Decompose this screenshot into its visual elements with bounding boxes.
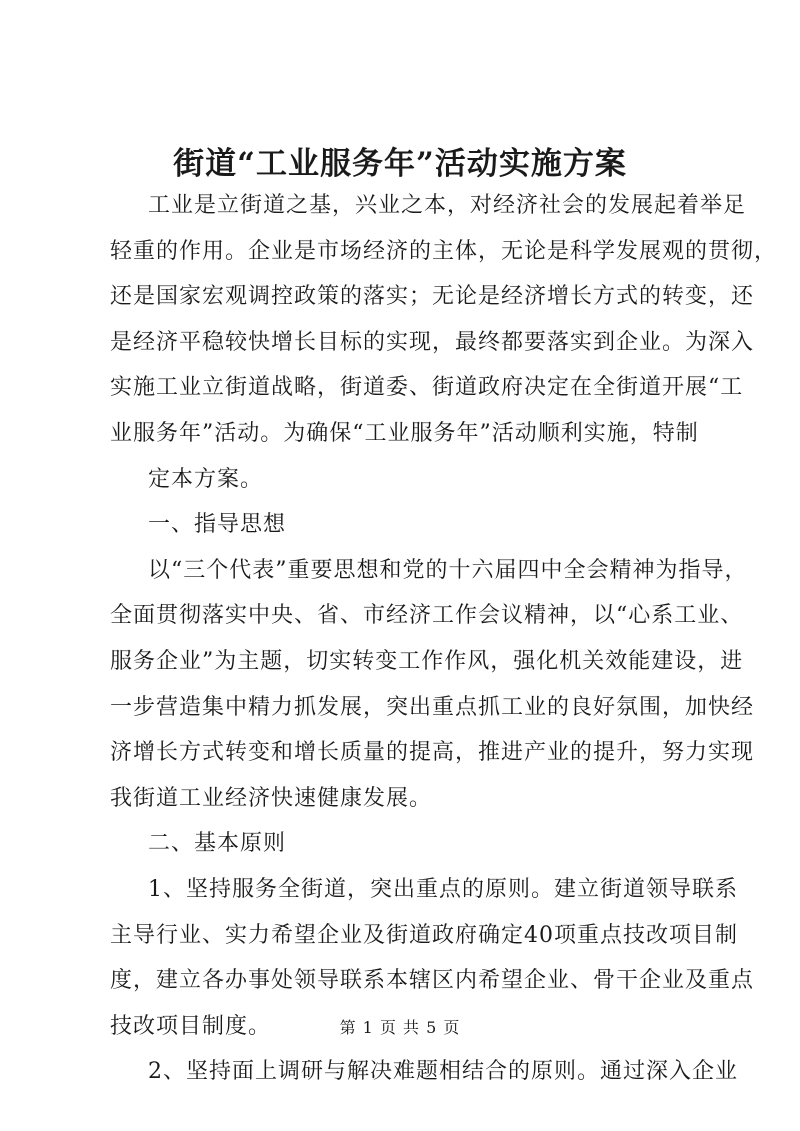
paragraph-line: 我街道工业经济快速健康发展。 (110, 785, 433, 811)
paragraph-line: 技改项目制度。 (110, 1013, 272, 1039)
document-title: 街道“工业服务年”活动实施方案 (173, 146, 627, 182)
paragraph-line: 是经济平稳较快增长目标的实现，最终都要落实到企业。为深入 (110, 329, 755, 355)
paragraph-line: 业服务年”活动。为确保“工业服务年”活动顺利实施，特制 (110, 420, 699, 446)
paragraph-line: 以“三个代表”重要思想和党的十六届四中全会精神为指导， (148, 557, 748, 583)
paragraph-line: 轻重的作用。企业是市场经济的主体，无论是科学发展观的贯彻， (110, 238, 778, 264)
paragraph-line: 工业是立街道之基，兴业之本，对经济社会的发展起着举足 (148, 193, 747, 218)
paragraph-line: 2、坚持面上调研与解决难题相结合的原则。通过深入企业 (148, 1059, 738, 1085)
paragraph-line: 度，建立各办事处领导联系本辖区内希望企业、骨干企业及重点 (110, 968, 755, 994)
page-number: 第 1 页 共 5 页 (339, 1018, 461, 1037)
paragraph-line: 济增长方式转变和增长质量的提高，推进产业的提升，努力实现 (110, 740, 755, 766)
section-heading: 二、基本原则 (148, 831, 287, 857)
document-body (110, 183, 778, 1095)
paragraph-line: 实施工业立街道战略，街道委、街道政府决定在全街道开展“工 (110, 375, 744, 401)
paragraph-line: 定本方案。 (148, 466, 264, 492)
paragraph-line: 1、坚持服务全街道，突出重点的原则。建立街道领导联系 (148, 876, 738, 902)
paragraph-line: 一步营造集中精力抓发展，突出重点抓工业的良好氛围，加快经 (110, 694, 755, 720)
section-heading: 一、指导思想 (148, 512, 287, 538)
paragraph-line: 还是国家宏观调控政策的落实；无论是经济增长方式的转变，还 (110, 284, 755, 310)
paragraph-line: 全面贯彻落实中央、省、市经济工作会议精神，以“心系工业、 (110, 603, 744, 629)
paragraph-line: 服务企业”为主题，切实转变工作作风，强化机关效能建设，进 (110, 648, 744, 674)
paragraph-line: 主导行业、实力希望企业及街道政府确定40项重点技改项目制 (110, 922, 738, 948)
